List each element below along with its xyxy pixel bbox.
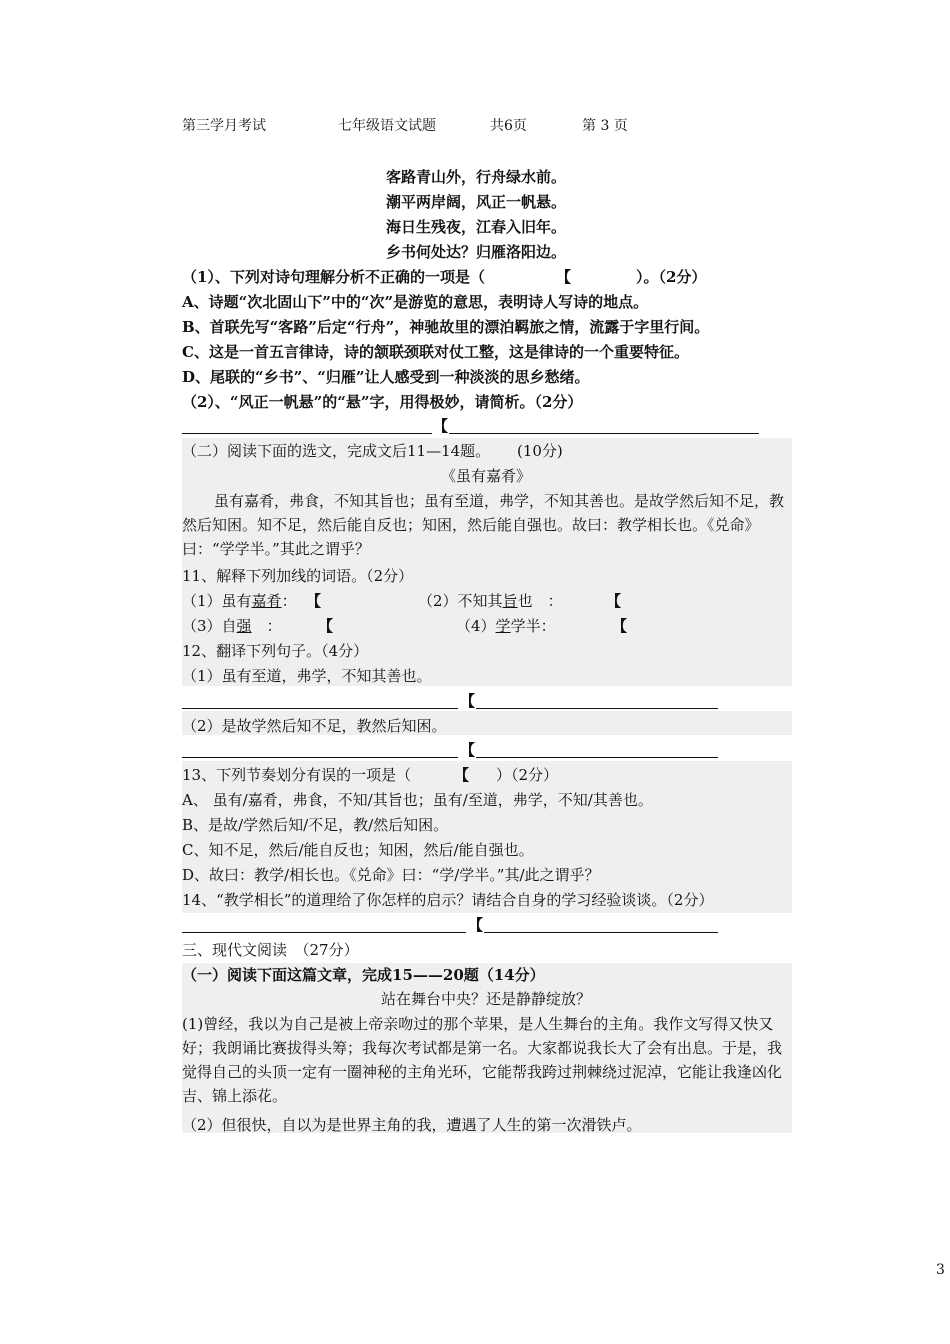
answer-line[interactable]: [449, 433, 759, 434]
option-a: A、 虽有/嘉肴，弗食，不知/其旨也；虽有/至道，弗学，不知/其善也。: [182, 791, 653, 809]
article-paragraph-1: (1)曾经，我以为自己是被上帝亲吻过的那个苹果，是人生舞台的主角。我作文写得又快又好；我朗诵比赛拔得头筹；我每次考试都是第一名。大家都说我长大了会有出息。于是，我觉得自己的头顶一定有一圈神秘的主角光环，它能帮我跨过荆棘绕过泥淖，它能让我逢凶化吉、锦上添花。: [182, 1015, 783, 1105]
question-stem: 12、翻译下列句子。（4分）: [182, 642, 369, 660]
answer-line[interactable]: [182, 708, 458, 709]
article-title: 站在舞台中央？还是静静绽放？: [380, 990, 591, 1008]
underlined-word: 旨: [502, 592, 518, 610]
section-heading: [182, 441, 563, 461]
item-prefix: （2）不知其: [418, 592, 503, 610]
question-stem: 11、解释下列加线的词语。（2分）: [182, 567, 414, 585]
current-page: 第 3 页: [582, 118, 628, 134]
question-stem: [182, 267, 485, 287]
item-suffix: ：: [251, 617, 282, 635]
stem-text: （1）、下列对诗句理解分析不正确的一项是（: [182, 268, 485, 286]
word-item-2: [418, 591, 563, 611]
article-paragraph-2: （2）但很快，自以为是世界主角的我，遭遇了人生的第一次滑铁卢。: [182, 1116, 642, 1134]
question-stem: （2）、“风正一帆悬”的“悬”字，用得极妙，请简析。（2分）: [182, 393, 583, 411]
underlined-word: 强: [236, 617, 252, 635]
stem-tail: ）（2分）: [496, 766, 559, 784]
answer-bracket[interactable]: 【: [318, 617, 334, 635]
underlined-word: 学: [495, 617, 511, 635]
item-prefix: （4）: [456, 617, 496, 635]
word-item-1: [182, 591, 297, 611]
item-suffix: 也 ：: [517, 592, 563, 610]
subsection-heading: （一）阅读下面这篇文章，完成15——20题（14分）: [182, 966, 545, 984]
word-item-4: [456, 616, 556, 636]
answer-line[interactable]: [476, 708, 718, 709]
option-d: D、故曰：教学/相长也。《兑命》曰：“学/学半。”其/此之谓乎？: [182, 866, 600, 884]
option-b: B、首联先写“客路”后定“行舟”，神驰故里的漂泊羁旅之情，流露于字里行间。: [182, 318, 710, 336]
option-c: C、知不足，然后/能自反也；知困，然后/能自强也。: [182, 841, 534, 859]
answer-line[interactable]: [476, 757, 718, 758]
answer-bracket[interactable]: 【: [556, 268, 572, 286]
underlined-word: 嘉肴: [251, 592, 282, 610]
option-d: D、尾联的“乡书”、“归雁”让人感受到一种淡淡的思乡愁绪。: [182, 368, 590, 386]
answer-line[interactable]: [484, 932, 718, 933]
answer-bracket[interactable]: 【: [606, 592, 622, 610]
answer-bracket[interactable]: 【: [460, 741, 476, 759]
sentence-2: （2）是故学然后知不足，教然后知困。: [182, 717, 447, 735]
heading-points: (10分): [516, 442, 563, 460]
poem-line: 客路青山外，行舟绿水前。: [386, 168, 567, 186]
answer-bracket[interactable]: 【: [460, 692, 476, 710]
item-prefix: （3）自: [182, 617, 237, 635]
answer-line[interactable]: [182, 433, 432, 434]
item-suffix: ：: [281, 592, 297, 610]
question-stem: 14、“教学相长”的道理给了你怎样的启示？请结合自身的学习经验谈谈。（2分）: [182, 891, 714, 909]
item-suffix: 学半：: [510, 617, 556, 635]
page-number: 3: [936, 1262, 945, 1278]
answer-line[interactable]: [182, 932, 466, 933]
poem-line: 海日生残夜，江春入旧年。: [386, 218, 567, 236]
poem-line: 潮平两岸阔，风正一帆悬。: [386, 193, 567, 211]
option-c: C、这是一首五言律诗，诗的颔联颈联对仗工整，这是律诗的一个重要特征。: [182, 343, 689, 361]
option-a: A、诗题“次北固山下”中的“次”是游览的意思，表明诗人写诗的地点。: [182, 293, 649, 311]
word-item-3: [182, 616, 282, 636]
exam-name: 第三学月考试: [182, 118, 266, 134]
question-stem: 13、下列节奏划分有误的一项是（: [182, 766, 412, 784]
item-prefix: （1）虽有: [182, 592, 252, 610]
poem-line: 乡书何处达？归雁洛阳边。: [386, 243, 567, 261]
stem-tail: ）。（2分）: [636, 268, 707, 286]
answer-bracket[interactable]: 【: [468, 916, 484, 934]
total-pages: 共6页: [490, 118, 527, 134]
answer-bracket[interactable]: 【: [612, 617, 628, 635]
sentence-1: （1）虽有至道，弗学，不知其善也。: [182, 667, 432, 685]
passage-title: 《虽有嘉肴》: [440, 467, 531, 485]
answer-bracket[interactable]: 【: [454, 766, 470, 784]
section-heading: 三、现代文阅读 （27分）: [182, 941, 359, 959]
answer-bracket[interactable]: 【: [433, 417, 449, 435]
option-b: B、是故/学然后知/不足，教/然后知困。: [182, 816, 449, 834]
answer-bracket[interactable]: 【: [306, 592, 322, 610]
passage-text: 虽有嘉肴，弗食，不知其旨也；虽有至道，弗学，不知其善也。是故学然后知不足，教然后知困。知不足，然后能自反也；知困，然后能自强也。故曰：教学相长也。《兑命》曰：“学学半。”其此之谓乎？: [182, 492, 785, 558]
answer-line[interactable]: [182, 757, 458, 758]
subject-name: 七年级语文试题: [338, 118, 436, 134]
heading-text: （二）阅读下面的选文，完成文后11—14题。: [182, 442, 491, 460]
